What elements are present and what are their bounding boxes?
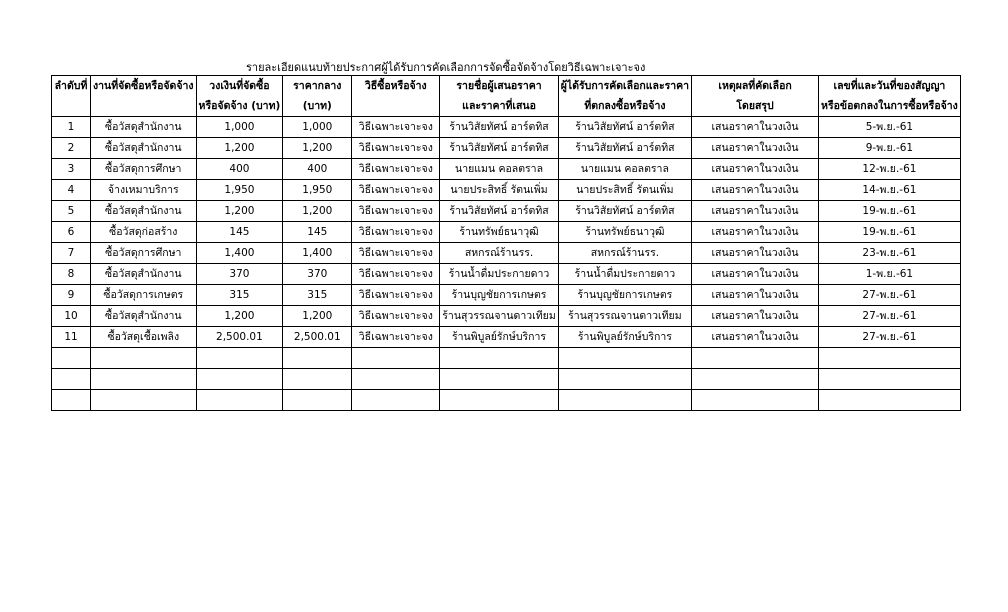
table-cell: 23-พ.ย.-61 — [819, 243, 961, 264]
table-cell: 5 — [52, 201, 91, 222]
empty-cell — [283, 390, 352, 411]
table-cell: ร้านวิสัยทัศน์ อาร์ตทิส — [558, 117, 691, 138]
table-cell: 145 — [196, 222, 283, 243]
empty-cell — [692, 348, 819, 369]
table-cell: 2,500.01 — [196, 327, 283, 348]
table-cell: 1,000 — [196, 117, 283, 138]
header-cell-line2 — [352, 96, 440, 117]
table-row — [52, 117, 961, 138]
table-cell: ร้านสุวรรณจานดาวเทียม — [558, 306, 691, 327]
table-cell: วิธีเฉพาะเจาะจง — [352, 222, 440, 243]
header-cell-line2 — [52, 96, 91, 117]
table-row — [52, 159, 961, 180]
table-cell: 8 — [52, 264, 91, 285]
table-cell: 315 — [283, 285, 352, 306]
table-cell: ซื้อวัสดุการศึกษา — [91, 159, 197, 180]
table-cell: 2,500.01 — [283, 327, 352, 348]
table-header — [52, 76, 961, 117]
empty-cell — [91, 390, 197, 411]
table-cell: 400 — [283, 159, 352, 180]
table-cell: วิธีเฉพาะเจาะจง — [352, 327, 440, 348]
table-cell: 27-พ.ย.-61 — [819, 285, 961, 306]
table-cell: ร้านทรัพย์ธนาวุฒิ — [440, 222, 558, 243]
table-cell: สหกรณ์ร้านรร. — [440, 243, 558, 264]
empty-cell — [52, 369, 91, 390]
empty-cell — [692, 390, 819, 411]
table-cell: จ้างเหมาบริการ — [91, 180, 197, 201]
table-cell: 1,400 — [196, 243, 283, 264]
empty-cell — [692, 369, 819, 390]
header-cell-line2: และราคาที่เสนอ — [440, 96, 558, 117]
empty-cell — [196, 348, 283, 369]
table-cell: ซื้อวัสดุสำนักงาน — [91, 264, 197, 285]
header-cell: รายชื่อผู้เสนอราคา — [440, 76, 558, 97]
table-cell: เสนอราคาในวงเงิน — [692, 180, 819, 201]
document-title: รายละเอียดแนบท้ายประกาศผู้ได้รับการคัดเลือกการจัดซื้อจัดจ้างโดยวิธีเฉพาะเจาะจง — [246, 61, 646, 74]
table-cell: วิธีเฉพาะเจาะจง — [352, 306, 440, 327]
table-cell: ซื้อวัสดุเชื้อเพลิง — [91, 327, 197, 348]
table-cell: 315 — [196, 285, 283, 306]
table-cell: ซื้อวัสดุสำนักงาน — [91, 138, 197, 159]
table-cell: 1,400 — [283, 243, 352, 264]
table-cell: 1,000 — [283, 117, 352, 138]
table-cell: เสนอราคาในวงเงิน — [692, 222, 819, 243]
table-cell: 3 — [52, 159, 91, 180]
empty-cell — [819, 348, 961, 369]
empty-row — [52, 390, 961, 411]
table-cell: วิธีเฉพาะเจาะจง — [352, 264, 440, 285]
table-cell: 1,200 — [283, 138, 352, 159]
table-cell: เสนอราคาในวงเงิน — [692, 306, 819, 327]
table-row — [52, 243, 961, 264]
table-cell: 370 — [196, 264, 283, 285]
table-cell: ร้านวิสัยทัศน์ อาร์ตทิส — [440, 117, 558, 138]
table-cell: ร้านสุวรรณจานดาวเทียม — [440, 306, 558, 327]
table-cell: 1,200 — [196, 138, 283, 159]
table-cell: 1,200 — [196, 201, 283, 222]
table-cell: ร้านน้ำดื่มประกายดาว — [558, 264, 691, 285]
table-cell: 9 — [52, 285, 91, 306]
table-cell: สหกรณ์ร้านรร. — [558, 243, 691, 264]
empty-cell — [440, 369, 558, 390]
table-cell: วิธีเฉพาะเจาะจง — [352, 117, 440, 138]
table-row — [52, 138, 961, 159]
table-cell: 4 — [52, 180, 91, 201]
table-cell: 1,200 — [283, 306, 352, 327]
table-cell: 27-พ.ย.-61 — [819, 306, 961, 327]
table-cell: 1-พ.ย.-61 — [819, 264, 961, 285]
table-cell: ซื้อวัสดุสำนักงาน — [91, 201, 197, 222]
table-cell: ร้านทรัพย์ธนาวุฒิ — [558, 222, 691, 243]
table-cell: ซื้อวัสดุการศึกษา — [91, 243, 197, 264]
table-cell: ร้านพิบูลย์รักษ์บริการ — [558, 327, 691, 348]
header-cell-line2: โดยสรุป — [692, 96, 819, 117]
table-cell: เสนอราคาในวงเงิน — [692, 159, 819, 180]
table-cell: นายประสิทธิ์ รัตนเพิ่ม — [558, 180, 691, 201]
table-cell: วิธีเฉพาะเจาะจง — [352, 159, 440, 180]
empty-cell — [819, 369, 961, 390]
table-row — [52, 285, 961, 306]
header-cell-line2: หรือข้อตกลงในการซื้อหรือจ้าง — [819, 96, 961, 117]
table-cell: เสนอราคาในวงเงิน — [692, 117, 819, 138]
table-cell: 19-พ.ย.-61 — [819, 222, 961, 243]
table-cell: ร้านบุญชัยการเกษตร — [440, 285, 558, 306]
table-cell: ร้านวิสัยทัศน์ อาร์ตทิส — [440, 138, 558, 159]
table-cell: ร้านพิบูลย์รักษ์บริการ — [440, 327, 558, 348]
header-cell: วิธีซื้อหรือจ้าง — [352, 76, 440, 97]
table-cell: ซื้อวัสดุการเกษตร — [91, 285, 197, 306]
table-cell: 1,200 — [196, 306, 283, 327]
procurement-table — [51, 75, 961, 411]
table-cell: ซื้อวัสดุสำนักงาน — [91, 117, 197, 138]
empty-cell — [196, 369, 283, 390]
table-cell: 7 — [52, 243, 91, 264]
table-row — [52, 327, 961, 348]
empty-row — [52, 348, 961, 369]
header-cell-line2 — [91, 96, 197, 117]
table-cell: 10 — [52, 306, 91, 327]
table-cell: นายแมน คอลตราล — [558, 159, 691, 180]
empty-row — [52, 369, 961, 390]
empty-cell — [440, 390, 558, 411]
empty-cell — [819, 390, 961, 411]
table-cell: ซื้อวัสดุก่อสร้าง — [91, 222, 197, 243]
table-cell: เสนอราคาในวงเงิน — [692, 285, 819, 306]
header-cell: ราคากลาง — [283, 76, 352, 97]
empty-cell — [352, 390, 440, 411]
empty-cell — [283, 348, 352, 369]
table-cell: 2 — [52, 138, 91, 159]
table-cell: เสนอราคาในวงเงิน — [692, 243, 819, 264]
table-cell: นายประสิทธิ์ รัตนเพิ่ม — [440, 180, 558, 201]
table-cell: 19-พ.ย.-61 — [819, 201, 961, 222]
table-cell: 27-พ.ย.-61 — [819, 327, 961, 348]
empty-cell — [52, 348, 91, 369]
empty-cell — [558, 348, 691, 369]
empty-cell — [196, 390, 283, 411]
table-cell: วิธีเฉพาะเจาะจง — [352, 243, 440, 264]
table-cell: วิธีเฉพาะเจาะจง — [352, 138, 440, 159]
table-cell: 6 — [52, 222, 91, 243]
table-cell: วิธีเฉพาะเจาะจง — [352, 285, 440, 306]
table-row — [52, 180, 961, 201]
table-row — [52, 306, 961, 327]
header-cell: เหตุผลที่คัดเลือก — [692, 76, 819, 97]
table-cell: 1,200 — [283, 201, 352, 222]
header-cell-line2: หรือจัดจ้าง (บาท) — [196, 96, 283, 117]
table-cell: ร้านบุญชัยการเกษตร — [558, 285, 691, 306]
table-cell: 1,950 — [283, 180, 352, 201]
table-cell: นายแมน คอลตราล — [440, 159, 558, 180]
empty-cell — [558, 369, 691, 390]
empty-cell — [91, 348, 197, 369]
empty-cell — [352, 369, 440, 390]
table-cell: 5-พ.ย.-61 — [819, 117, 961, 138]
header-cell-line2: (บาท) — [283, 96, 352, 117]
header-cell: เลขที่และวันที่ของสัญญา — [819, 76, 961, 97]
table-row — [52, 264, 961, 285]
table-cell: 12-พ.ย.-61 — [819, 159, 961, 180]
table-cell: วิธีเฉพาะเจาะจง — [352, 180, 440, 201]
table-cell: ร้านวิสัยทัศน์ อาร์ตทิส — [558, 138, 691, 159]
empty-cell — [52, 390, 91, 411]
table-cell: ร้านวิสัยทัศน์ อาร์ตทิส — [440, 201, 558, 222]
header-cell: ลำดับที่ — [52, 76, 91, 97]
table-cell: ซื้อวัสดุสำนักงาน — [91, 306, 197, 327]
table-body — [52, 117, 961, 411]
table-cell: 400 — [196, 159, 283, 180]
table-cell: 1,950 — [196, 180, 283, 201]
table-cell: 370 — [283, 264, 352, 285]
empty-cell — [440, 348, 558, 369]
header-cell: ผู้ได้รับการคัดเลือกและราคา — [558, 76, 691, 97]
table-cell: วิธีเฉพาะเจาะจง — [352, 201, 440, 222]
empty-cell — [283, 369, 352, 390]
table-row — [52, 222, 961, 243]
table-cell: เสนอราคาในวงเงิน — [692, 327, 819, 348]
table-cell: 1 — [52, 117, 91, 138]
header-cell: วงเงินที่จัดซื้อ — [196, 76, 283, 97]
table-cell: 145 — [283, 222, 352, 243]
empty-cell — [558, 390, 691, 411]
header-cell-line2: ที่ตกลงซื้อหรือจ้าง — [558, 96, 691, 117]
table-cell: 11 — [52, 327, 91, 348]
table-cell: เสนอราคาในวงเงิน — [692, 201, 819, 222]
table-cell: ร้านวิสัยทัศน์ อาร์ตทิส — [558, 201, 691, 222]
table-row — [52, 201, 961, 222]
table-cell: ร้านน้ำดื่มประกายดาว — [440, 264, 558, 285]
table-cell: เสนอราคาในวงเงิน — [692, 264, 819, 285]
header-cell: งานที่จัดซื้อหรือจัดจ้าง — [91, 76, 197, 97]
empty-cell — [91, 369, 197, 390]
table-cell: 9-พ.ย.-61 — [819, 138, 961, 159]
table-cell: เสนอราคาในวงเงิน — [692, 138, 819, 159]
table-cell: 14-พ.ย.-61 — [819, 180, 961, 201]
empty-cell — [352, 348, 440, 369]
